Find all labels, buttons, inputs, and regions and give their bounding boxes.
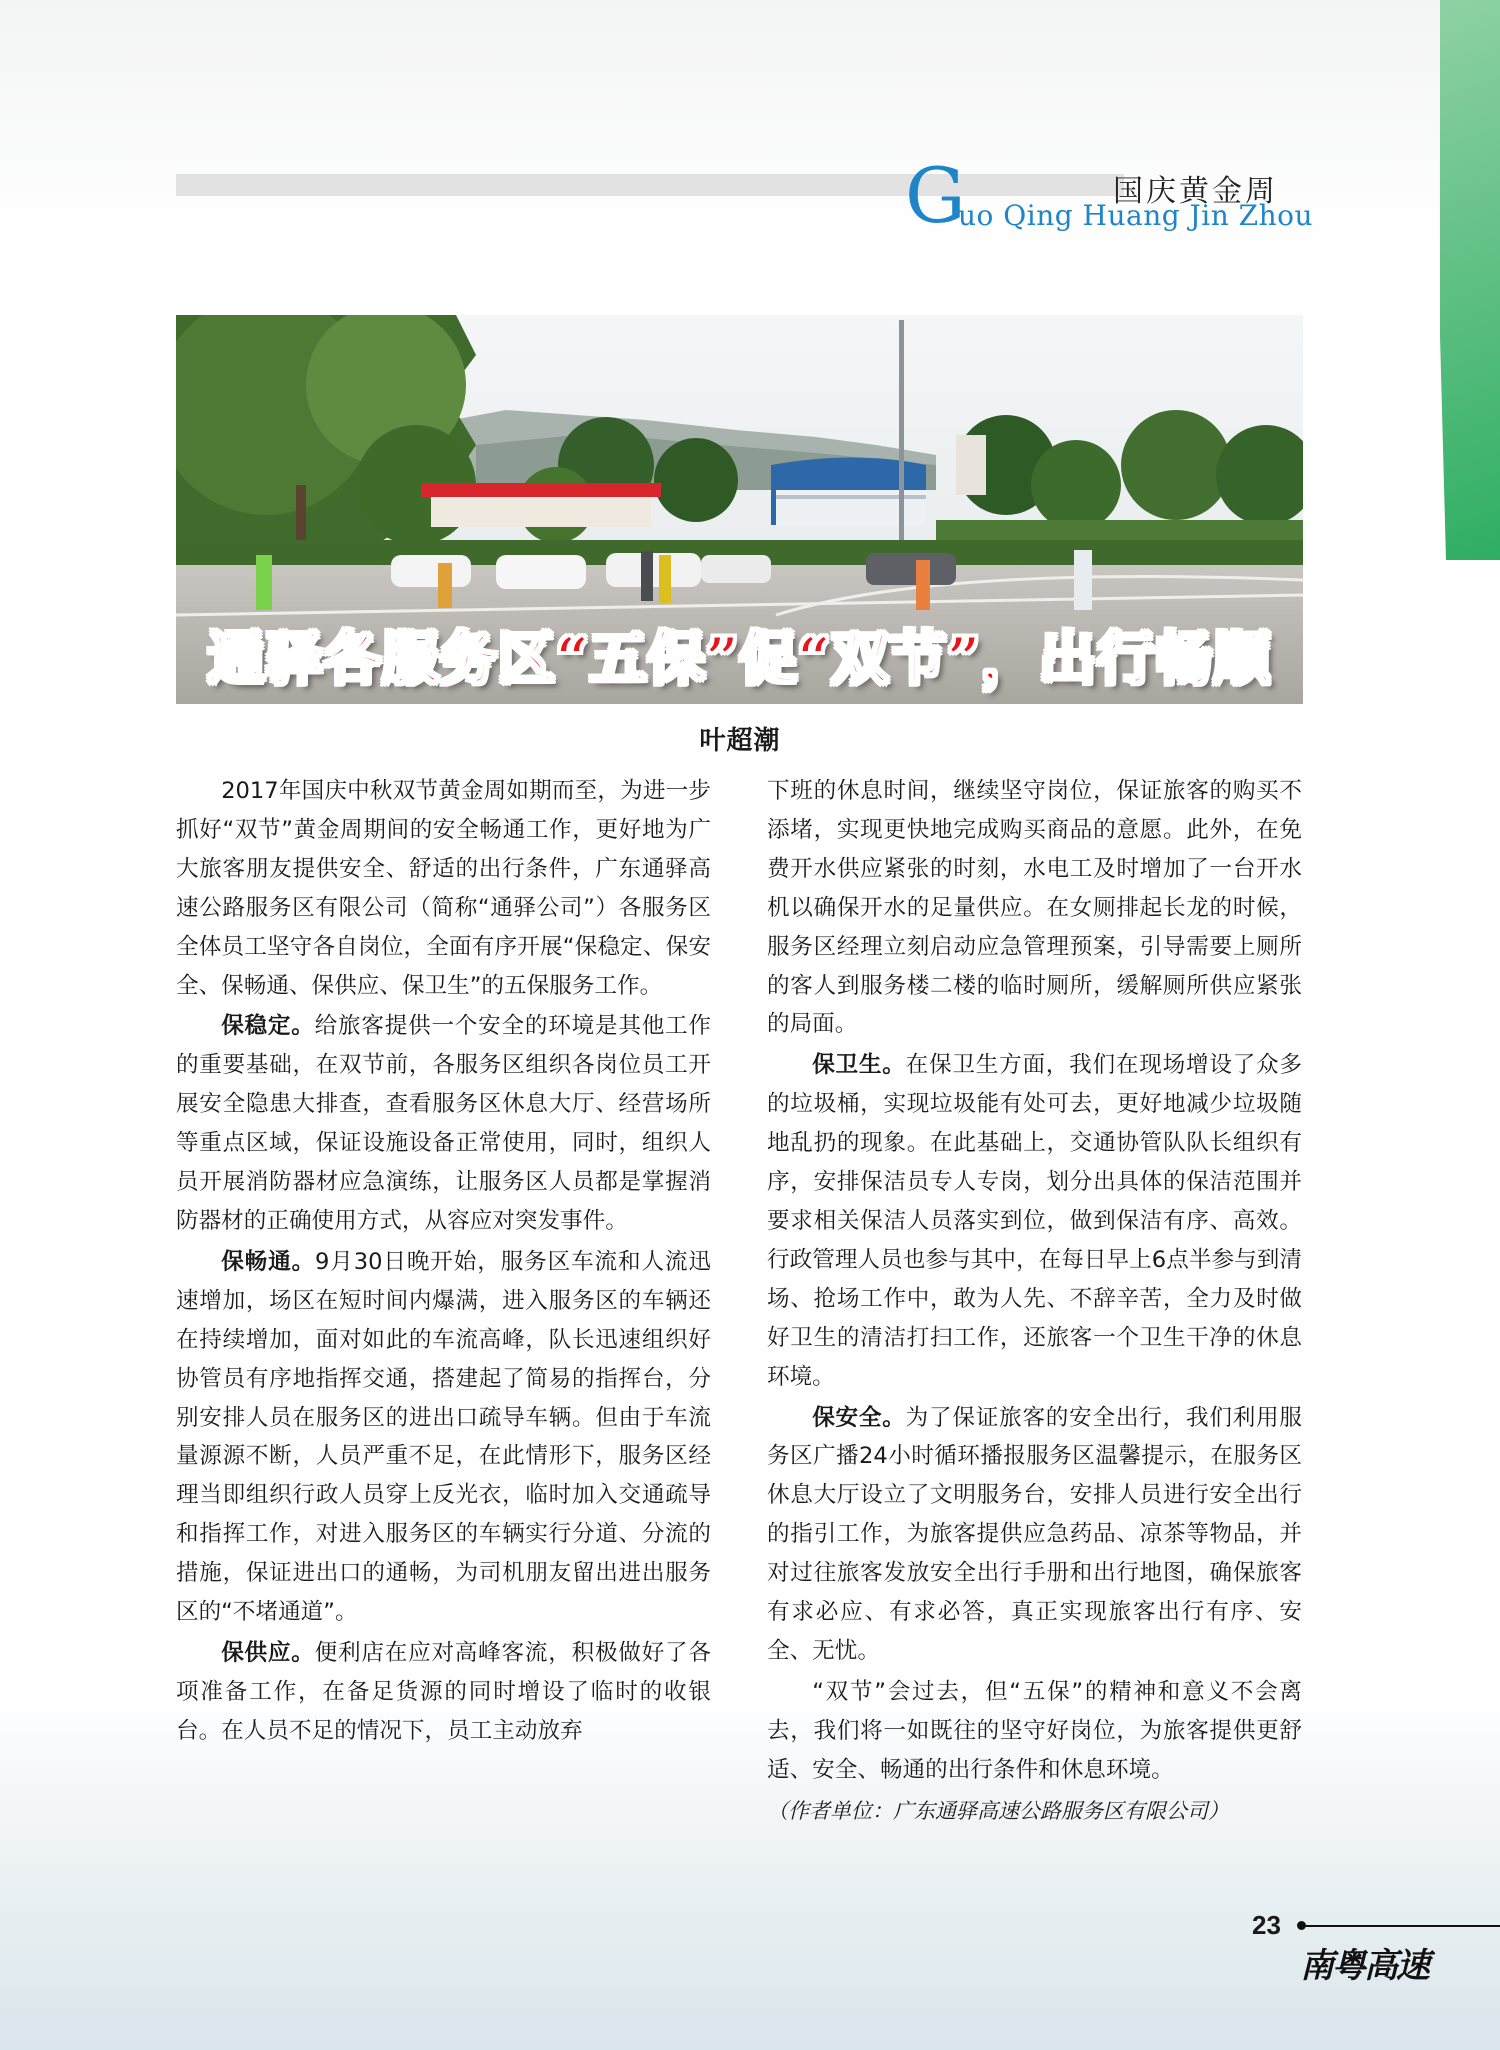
paragraph-supply-cont: 下班的休息时间，继续坚守岗位，保证旅客的购买不添堵，实现更快地完成购买商品的意愿。此外，在免费开水供应紧张的时刻，水电工及时增加了一台开水机以确保开水的足量供应。在女厕排起长龙的时候，服务区经理立刻启动应急管理预案，引导需要上厕所的客人到服务楼二楼的临时厕所，缓解厕所供应紧张的局面。 — [767, 778, 1302, 1038]
paragraph-intro: 2017年国庆中秋双节黄金周如期而至，为进一步抓好“双节”黄金周期间的安全畅通工作，更好地为广大旅客朋友提供安全、舒适的出行条件，广东通驿高速公路服务区有限公司（简称“通驿公司”）各服务区全体员工坚守各自岗位，全面有序开展“保稳定、保安全、保畅通、保供应、保卫生”的五保服务工作。 — [176, 778, 711, 999]
paragraph-conclusion: “双节”会过去，但“五保”的精神和意义不会离去，我们将一如既往的坚守好岗位，为旅客提供更舒适、安全、畅通的出行条件和休息环境。 — [767, 1678, 1302, 1783]
section-title-en: uo Qing Huang Jin Zhou — [958, 199, 1314, 232]
paragraph-stability: 保稳定。给旅客提供一个安全的环境是其他工作的重要基础，在双节前，各服务区组织各岗位员工开展安全隐患大排查，查看服务区休息大厅、经营场所等重点区域，保证设施设备正常使用，同时，组织人员开展消防器材应急演练，让服务区人员都是掌握消防器材的正确使用方式，从容应对突发事件。 — [176, 1013, 712, 1234]
paragraph-traffic: 保畅通。9月30日晚开始，服务区车流和人流迅速增加，场区在短时间内爆满，进入服务区的车辆还在持续增加，面对如此的车流高峰，队长迅速组织好协管员有序地指挥交通，搭建起了简易的指挥台，分别安排人员在服务区的进出口疏导车辆。但由于车流量源源不断，人员严重不足，在此情形下，服务区经理当即组织行政人员穿上反光衣，临时加入交通疏导和指挥工作，对进入服务区的车辆实行分道、分流的措施，保证进出口的通畅，为司机朋友留出进出服务区的“不堵通道”。 — [176, 1248, 712, 1626]
section-title-cn: 国庆黄金周 — [1113, 174, 1278, 209]
paragraph-lead: 保供应。 — [221, 1639, 315, 1666]
paragraph-lead: 保畅通。 — [221, 1248, 316, 1275]
paragraph-lead: 保安全。 — [812, 1404, 906, 1431]
green-decor — [1440, 0, 1500, 560]
header-initial: G — [905, 151, 966, 240]
magazine-logo: 南粤高速 — [1300, 1946, 1428, 1986]
paragraph-lead: 保卫生。 — [812, 1052, 906, 1079]
author-unit: （作者单位：广东通驿高速公路服务区有限公司） — [767, 1798, 1229, 1823]
paragraph-supply: 保供应。便利店在应对高峰客流，积极做好了各项准备工作，在备足货源的同时增设了临时的收银台。在人员不足的情况下，员工主动放弃 — [176, 1639, 712, 1744]
article-title: 通驿各服务区“五保”促“双节”，出行畅顺 — [207, 625, 1272, 692]
paragraph-safety: 保安全。为了保证旅客的安全出行，我们利用服务区广播24小时循环播报服务区温馨提示，在服务区休息大厅设立了文明服务台，安排人员进行安全出行的指引工作，为旅客提供应急药品、凉茶等物品，并对过往旅客发放安全出行手册和出行地图，确保旅客有求必应、有求必答，真正实现旅客出行有序、安全、无忧。 — [767, 1404, 1303, 1664]
right-column — [767, 772, 1302, 1832]
page-number: 23 — [1252, 1910, 1281, 1940]
header-bar — [176, 174, 1124, 196]
footer-rule — [1305, 1925, 1500, 1927]
paragraph-lead: 保稳定。 — [221, 1013, 315, 1040]
left-column — [176, 772, 711, 1753]
author-name: 叶超潮 — [699, 726, 781, 756]
hero-photo — [176, 315, 1303, 704]
paragraph-hygiene: 保卫生。在保卫生方面，我们在现场增设了众多的垃圾桶，实现垃圾能有处可去，更好地减少垃圾随地乱扔的现象。在此基础上，交通协管队队长组织有序，安排保洁员专人专岗，划分出具体的保洁范围并要求相关保洁人员落实到位，做到保洁有序、高效。行政管理人员也参与其中，在每日早上6点半参与到清场、抢场工作中，敢为人先、不辞辛苦，全力及时做好卫生的清洁打扫工作，还旅客一个卫生干净的休息环境。 — [767, 1052, 1303, 1390]
